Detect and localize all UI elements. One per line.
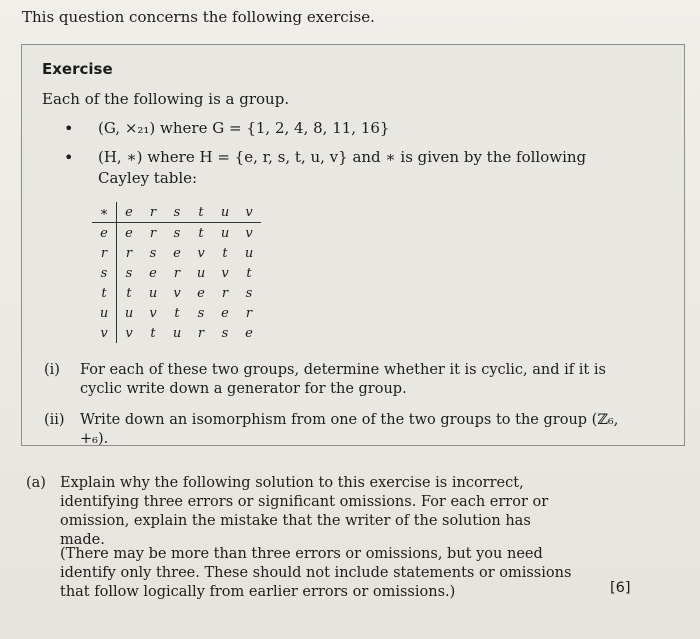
cayley-cell: t bbox=[222, 245, 228, 261]
cayley-cell: t bbox=[174, 305, 180, 321]
cayley-cell: v bbox=[237, 202, 261, 223]
part-number: (ii) bbox=[44, 412, 65, 428]
cayley-cell: s bbox=[92, 263, 117, 283]
cayley-cell: e bbox=[125, 225, 133, 241]
cayley-row bbox=[92, 283, 261, 303]
cayley-cell: u bbox=[196, 265, 206, 281]
cayley-cell: e bbox=[117, 202, 142, 223]
cayley-cell: r bbox=[141, 202, 165, 223]
question-text: Explain why the following solution to this exercise is incorrect, identifying three errors or significant omissions. For each error or omission, explain the mistake that the writer of the solution has made. bbox=[60, 475, 549, 548]
cayley-row bbox=[92, 223, 261, 244]
cayley-cell: v bbox=[149, 305, 157, 321]
cayley-cell: t bbox=[150, 325, 156, 341]
cayley-cell: t bbox=[198, 225, 204, 241]
cayley-cell: s bbox=[125, 265, 133, 281]
exercise-box bbox=[21, 44, 685, 446]
cayley-cell: v bbox=[125, 325, 133, 341]
part-text: For each of these two groups, determine whether it is cyclic, and if it is cyclic write down a generator for the group. bbox=[80, 362, 606, 397]
bullet-text: (H, ∗) where H = {e, r, s, t, u, v} and ∗ is given by the following bbox=[98, 148, 587, 166]
exercise-lead: Each of the following is a group. bbox=[42, 90, 290, 108]
cayley-cell: u bbox=[244, 245, 254, 261]
cayley-cell: u bbox=[148, 285, 158, 301]
intro-text: This question concerns the following exercise. bbox=[22, 8, 375, 26]
cayley-cell: t bbox=[92, 283, 117, 303]
cayley-cell: s bbox=[197, 305, 205, 321]
cayley-header-row bbox=[92, 202, 261, 223]
cayley-cell: r bbox=[149, 225, 157, 241]
cayley-cell: u bbox=[124, 305, 134, 321]
part-text: Write down an isomorphism from one of the two groups to the group (ℤ₆, +₆). bbox=[80, 412, 619, 447]
cayley-cell: v bbox=[197, 245, 205, 261]
cayley-cell: t bbox=[189, 202, 213, 223]
cayley-table bbox=[92, 202, 261, 343]
cayley-cell: e bbox=[245, 325, 253, 341]
question-note: (There may be more than three errors or omissions, but you need identify only three. These should not include statements or omissions that follow logically from earlier errors or omissions.) bbox=[60, 546, 572, 600]
cayley-row bbox=[92, 323, 261, 343]
cayley-cell: e bbox=[221, 305, 229, 321]
cayley-cell: t bbox=[246, 265, 252, 281]
cayley-cell: s bbox=[149, 245, 157, 261]
cayley-cell: u bbox=[92, 303, 117, 323]
cayley-cell: u bbox=[220, 225, 230, 241]
bullet-text: (G, ×₂₁) where G = {1, 2, 4, 8, 11, 16} bbox=[98, 119, 390, 137]
cayley-row bbox=[92, 303, 261, 323]
cayley-cell: e bbox=[173, 245, 181, 261]
cayley-cell: v bbox=[221, 265, 229, 281]
cayley-cell: s bbox=[221, 325, 229, 341]
cayley-cell: r bbox=[92, 243, 117, 263]
cayley-cell: e bbox=[92, 223, 117, 244]
cayley-cell: r bbox=[173, 265, 181, 281]
exercise-title: Exercise bbox=[42, 60, 113, 78]
bullet-text-cont: Cayley table: bbox=[98, 169, 198, 187]
cayley-cell: r bbox=[221, 285, 229, 301]
bullet-icon: • bbox=[64, 119, 74, 138]
cayley-cell: t bbox=[126, 285, 132, 301]
cayley-cell: e bbox=[149, 265, 157, 281]
cayley-cell: v bbox=[173, 285, 181, 301]
cayley-cell: s bbox=[245, 285, 253, 301]
question-number: (a) bbox=[26, 475, 46, 491]
cayley-cell: v bbox=[92, 323, 117, 343]
cayley-row bbox=[92, 243, 261, 263]
cayley-cell: r bbox=[245, 305, 253, 321]
cayley-cell: s bbox=[165, 202, 189, 223]
cayley-cell: u bbox=[172, 325, 182, 341]
cayley-cell: u bbox=[213, 202, 237, 223]
cayley-cell: r bbox=[125, 245, 133, 261]
cayley-row bbox=[92, 263, 261, 283]
cayley-cell: s bbox=[173, 225, 181, 241]
marks-label: [6] bbox=[610, 580, 631, 596]
cayley-cell: e bbox=[197, 285, 205, 301]
cayley-cell: ∗ bbox=[92, 202, 117, 223]
cayley-cell: r bbox=[197, 325, 205, 341]
bullet-icon: • bbox=[64, 148, 74, 167]
part-number: (i) bbox=[44, 362, 60, 378]
cayley-cell: v bbox=[245, 225, 253, 241]
